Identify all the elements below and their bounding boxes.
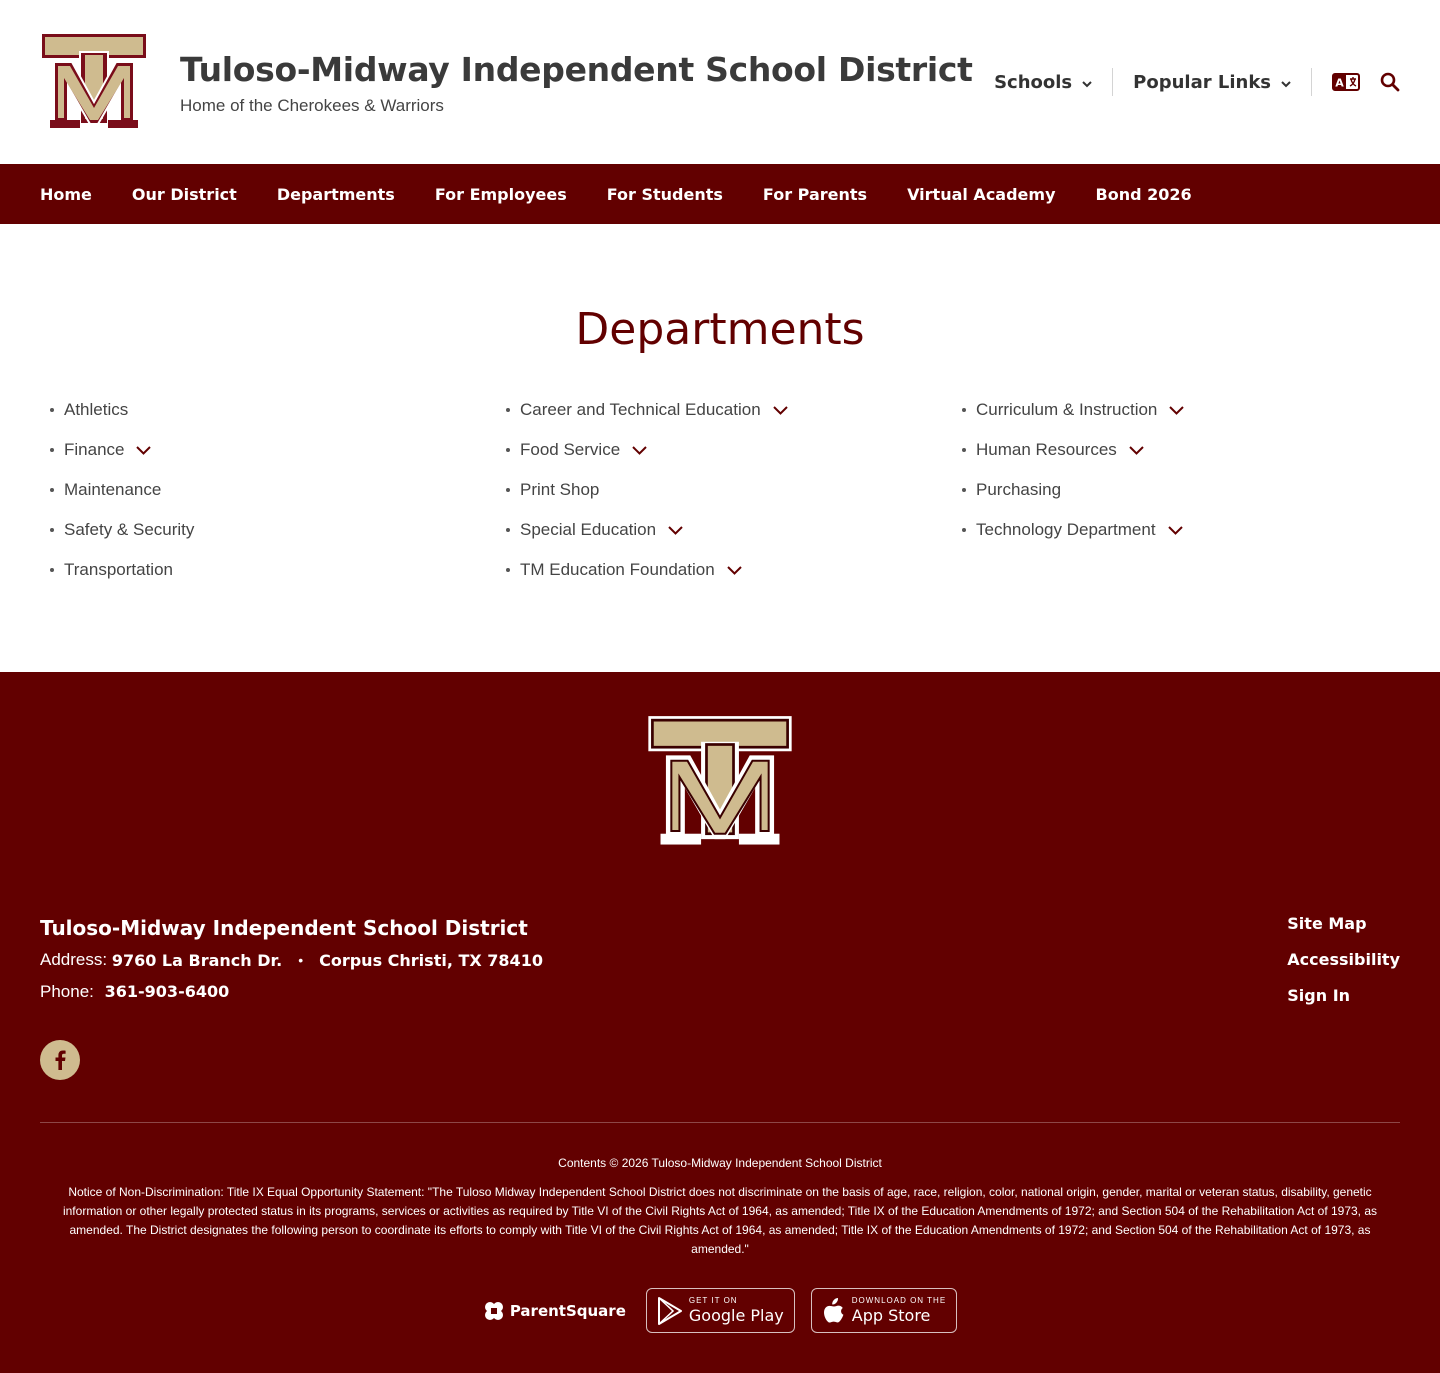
page-title: Departments [575,304,865,355]
parentsquare-link[interactable] [483,1300,626,1322]
department-link[interactable]: Athletics [64,400,129,419]
footer-logo[interactable] [647,714,793,848]
site-map-link[interactable]: Site Map [1287,914,1367,933]
separator-dot: • [298,952,304,968]
chevron-down-icon[interactable] [1129,446,1144,455]
schools-dropdown[interactable] [974,72,1112,93]
nav-departments[interactable]: Departments [276,184,395,204]
department-item [48,550,504,590]
department-link[interactable]: Special Education [520,520,657,539]
bullet-icon [50,488,54,492]
chevron-down-icon[interactable] [773,406,788,415]
facebook-button[interactable] [40,1040,80,1080]
bullet-icon [962,448,966,452]
popular-links-label: Popular Links [1133,71,1271,93]
tm-logo-icon [40,32,148,130]
sign-in-link[interactable]: Sign In [1287,986,1351,1005]
site-subtitle: Home of the Cherokees & Warriors [180,96,444,115]
chevron-down-icon [1281,72,1291,93]
department-item [48,510,504,550]
footer-links [1287,914,1400,1022]
bullet-icon [962,408,966,412]
department-link[interactable]: Technology Department [976,520,1156,539]
app-store-big: App Store [851,1306,931,1325]
footer-divider [40,1122,1400,1123]
main-content [0,224,1440,672]
department-item [504,430,960,470]
phone-label: Phone: [40,982,94,1001]
district-logo[interactable] [40,32,148,130]
bullet-icon [506,448,510,452]
department-link[interactable]: Finance [64,440,125,459]
popular-links-dropdown[interactable] [1113,72,1311,93]
app-store-small: DOWNLOAD ON THE [851,1296,947,1305]
department-item [48,470,504,510]
department-item [960,430,1416,470]
site-title[interactable]: Tuloso-Midway Independent School District [180,50,973,89]
parentsquare-label: ParentSquare [509,1301,626,1320]
department-column [960,390,1416,590]
app-badges [0,1288,1440,1333]
copyright-text: Contents © 2026 Tuloso-Midway Independent School District [558,1156,882,1170]
department-item [504,470,960,510]
department-list-group [48,390,504,590]
department-link[interactable]: Print Shop [520,480,600,499]
google-play-small: GET IT ON [688,1296,738,1305]
bullet-icon [50,568,54,572]
search-icon[interactable] [1380,72,1400,92]
utility-icons [1312,72,1400,92]
department-link[interactable]: Safety & Security [64,520,195,539]
app-store-badge[interactable] [811,1288,957,1333]
department-item [48,430,504,470]
site-footer [0,672,1440,1373]
non-discrimination-notice: Notice of Non-Discrimination: Title IX Equal Opportunity Statement: "The Tuloso Midway Independent School District does not discriminate on the basis of age, race, religion, color, national origin, gender, marital or veteran status, disability, genetic information or other legally protected status in its programs, services or activities as required by Title VI of the Civil Rights Act of 1964, as amended; Title IX of the Education Amendments of 1972; and Section 504 of the Rehabilitation Act of 1973, as amended. The District designates the following person to coordinate its efforts to comply with Title VI of the Civil Rights Act of 1964, as amended; Title IX of the Education Amendments of 1972; and Section 504 of the Rehabilitation Act of 1973, as amended." [62,1185,1378,1256]
chevron-down-icon [1082,72,1092,93]
department-item [960,390,1416,430]
chevron-down-icon[interactable] [727,566,742,575]
department-link[interactable]: Transportation [64,560,173,579]
bullet-icon [506,568,510,572]
accessibility-link[interactable]: Accessibility [1287,950,1400,969]
bullet-icon [50,408,54,412]
bullet-icon [962,528,966,532]
department-item [504,550,960,590]
phone-number[interactable]: 361-903-6400 [104,982,230,1001]
department-link[interactable]: Career and Technical Education [520,400,761,419]
address-city[interactable]: Corpus Christi, TX 78410 [319,950,543,970]
nav-for-parents[interactable]: For Parents [762,184,868,204]
bullet-icon [962,488,966,492]
department-column [504,390,960,590]
chevron-down-icon[interactable] [668,526,683,535]
department-item [48,390,504,430]
chevron-down-icon[interactable] [632,446,647,455]
svg-text:A: A [1335,76,1344,90]
chevron-down-icon[interactable] [1168,526,1183,535]
google-play-big: Google Play [688,1306,784,1325]
bullet-icon [506,408,510,412]
department-link[interactable]: TM Education Foundation [520,560,715,579]
address-street[interactable]: 9760 La Branch Dr. [111,950,283,970]
department-link[interactable]: Purchasing [976,480,1062,499]
schools-label: Schools [994,71,1073,93]
department-item [504,510,960,550]
utility-nav [974,66,1400,98]
bullet-icon [50,528,54,532]
department-link[interactable]: Curriculum & Instruction [976,400,1158,419]
tm-logo-icon [647,714,793,848]
department-item [960,510,1416,550]
apple-icon [822,1297,846,1325]
department-column [48,390,504,590]
department-link[interactable]: Food Service [520,440,621,459]
nav-virtual-academy[interactable]: Virtual Academy [907,184,1056,204]
address-label: Address: [40,950,108,969]
department-list-group [960,390,1416,550]
facebook-icon [54,1050,66,1070]
main-nav [0,164,1440,224]
chevron-down-icon[interactable] [1169,406,1184,415]
translate-icon[interactable] [1332,73,1360,91]
nav-bond-2026[interactable]: Bond 2026 [1095,184,1192,204]
nav-for-students[interactable]: For Students [606,184,723,204]
department-list [48,390,1428,590]
nav-home[interactable]: Home [40,184,92,204]
department-link[interactable]: Human Resources [976,440,1117,459]
nav-our-district[interactable]: Our District [131,184,237,204]
footer-district-name: Tuloso-Midway Independent School District [40,916,528,940]
site-header [0,0,1440,164]
parentsquare-icon [483,1300,505,1322]
department-link[interactable]: Maintenance [64,480,162,499]
department-list-group [504,390,960,590]
footer-address [40,950,543,970]
chevron-down-icon[interactable] [136,446,151,455]
department-item [504,390,960,430]
department-item [960,470,1416,510]
bullet-icon [506,488,510,492]
google-play-badge[interactable] [646,1288,795,1333]
nav-for-employees[interactable]: For Employees [434,184,567,204]
footer-phone [40,982,229,1002]
bullet-icon [506,528,510,532]
bullet-icon [50,448,54,452]
google-play-icon [657,1297,683,1325]
